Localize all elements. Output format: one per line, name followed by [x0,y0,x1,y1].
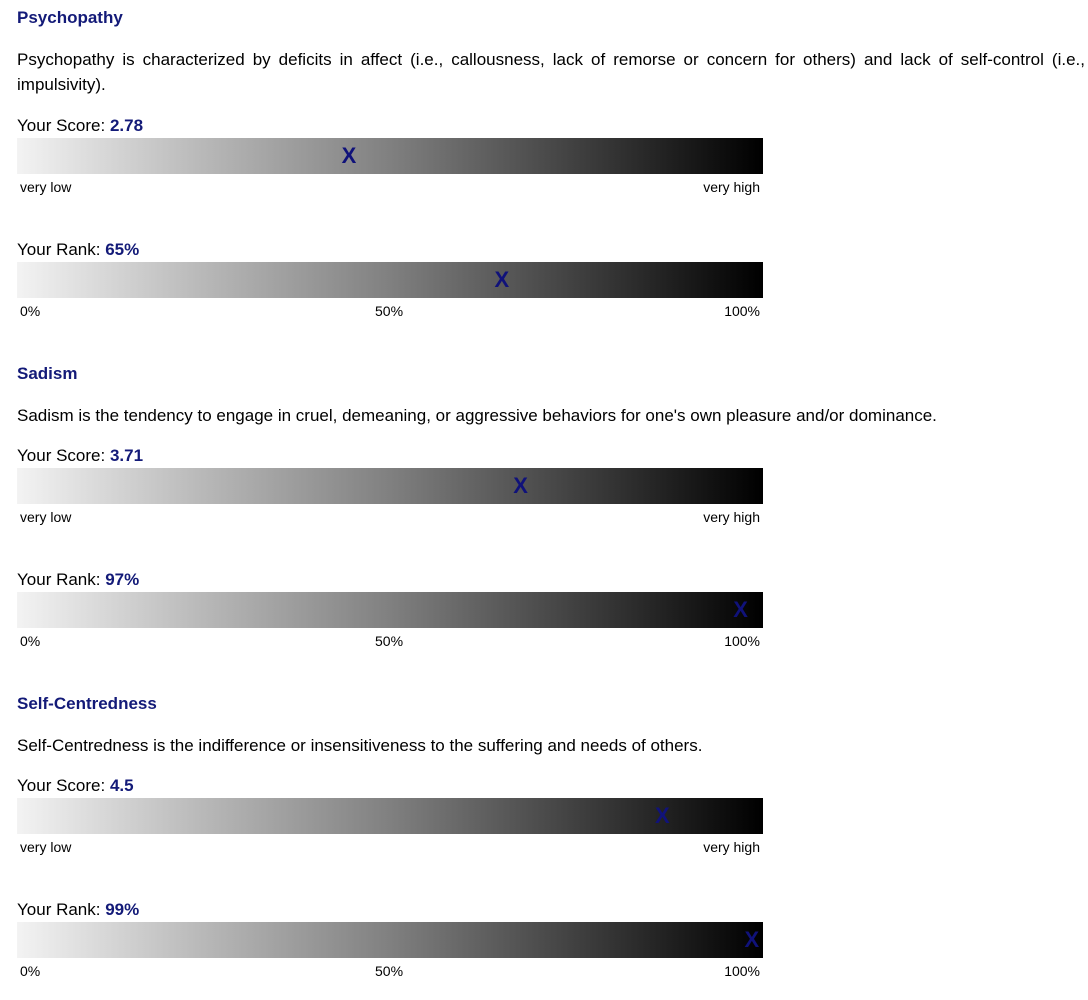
score-marker: X [513,473,528,498]
trait-description: Psychopathy is characterized by deficits in affect (i.e., callousness, lack of remorse or concern for others) and lack of self-control (i.e., impulsivity). [17,50,1085,94]
score-meter [17,116,777,196]
rank-gradient-bar [17,262,763,298]
rank-gradient-bar [17,592,763,628]
score-label: Your Score: [17,446,106,465]
score-gradient-bar [17,138,763,174]
rank-line [17,570,139,590]
scale-low-label: very low [20,179,72,195]
score-value: 2.78 [109,116,144,135]
score-line [17,776,134,796]
scale-high-label: very high [703,839,760,855]
rank-scale-middle: 50% [375,303,404,319]
score-label: Your Score: [17,116,106,135]
rank-label: Your Rank: [17,240,101,259]
score-value: 3.71 [109,446,144,465]
rank-value: 99% [105,900,140,919]
rank-marker: X [494,267,510,292]
rank-meter [17,570,777,650]
score-meter [17,776,777,856]
trait-title: Psychopathy [17,8,123,27]
trait-title: Self-Centredness [17,694,157,713]
scale-low-label: very low [20,509,72,525]
score-gradient-bar [17,468,763,504]
rank-value: 97% [105,570,140,589]
trait-description: Sadism is the tendency to engage in cruel, demeaning, or aggressive behaviors for one's own pleasure and/or dominance. [17,406,937,425]
score-line [17,116,143,136]
rank-scale-middle: 50% [375,963,404,979]
rank-scale-middle: 50% [375,633,404,649]
scale-high-label: very high [703,179,760,195]
rank-scale-start: 0% [20,963,41,979]
trait-description: Self-Centredness is the indifference or insensitiveness to the suffering and needs of others. [17,736,703,755]
rank-marker: X [744,927,760,952]
score-marker: X [341,143,357,168]
scale-low-label: very low [20,839,72,855]
rank-gradient-bar [17,922,763,958]
score-line [17,446,143,466]
rank-scale-end: 100% [724,303,760,319]
rank-line [17,900,139,920]
rank-scale-start: 0% [20,303,41,319]
rank-meter [17,900,777,980]
rank-marker: X [733,597,748,622]
score-label: Your Score: [17,776,106,795]
scale-high-label: very high [703,509,760,525]
rank-scale-end: 100% [724,633,760,649]
rank-scale-start: 0% [20,633,41,649]
rank-line [17,240,139,260]
rank-meter [17,240,777,320]
rank-label: Your Rank: [17,570,101,589]
rank-label: Your Rank: [17,900,101,919]
score-marker: X [654,803,670,828]
score-value: 4.5 [109,776,134,795]
rank-value: 65% [105,240,140,259]
rank-scale-end: 100% [724,963,760,979]
trait-title: Sadism [17,364,78,383]
score-gradient-bar [17,798,763,834]
score-meter [17,446,777,526]
